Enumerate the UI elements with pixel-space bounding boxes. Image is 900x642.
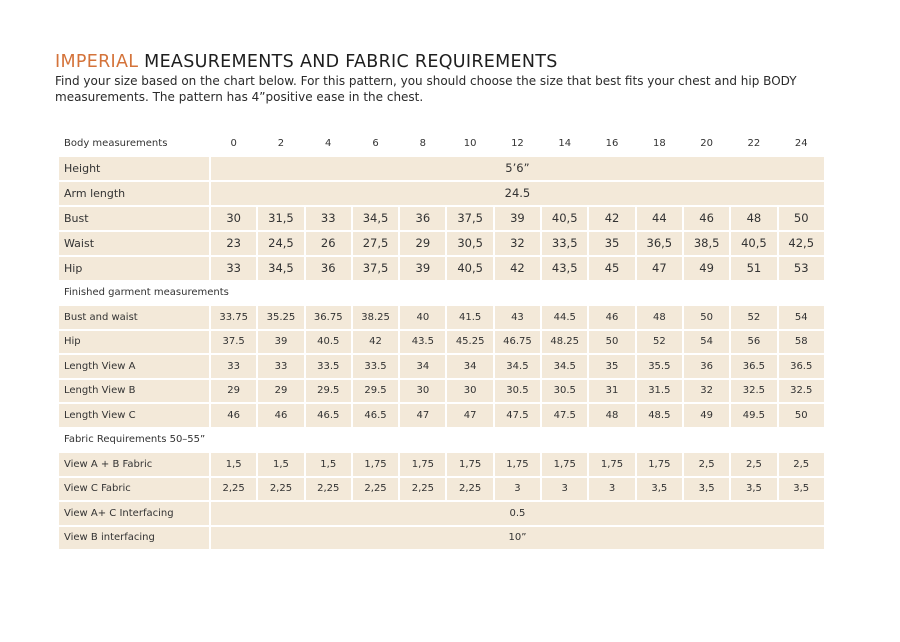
table-cell: 3 [542, 478, 587, 501]
table-row [59, 502, 824, 525]
table-cell: 30 [400, 380, 445, 403]
size-header: 0 [230, 137, 237, 149]
table-cell: 42 [589, 207, 634, 230]
table-cell: 44.5 [542, 306, 587, 329]
table-cell: 29.5 [306, 380, 351, 403]
size-header: 20 [700, 137, 713, 149]
section-title-row [59, 282, 824, 305]
table-cell: 23 [211, 232, 256, 255]
table-cell: 50 [684, 306, 729, 329]
header-row [59, 132, 824, 155]
table-cell: 46 [684, 207, 729, 230]
table-cell: 34,5 [258, 257, 303, 280]
table-cell: 38.25 [353, 306, 398, 329]
table-cell: 53 [779, 257, 824, 280]
row-label: Bust [59, 207, 209, 230]
row-label: Length View C [59, 404, 209, 427]
row-label: Length View A [59, 355, 209, 378]
table-cell: 47.5 [495, 404, 540, 427]
table-cell: 39 [495, 207, 540, 230]
page-title [55, 52, 558, 72]
table-cell: 2,5 [779, 453, 824, 476]
table-cell: 43.5 [400, 331, 445, 354]
title-rest: MEASUREMENTS AND FABRIC REQUIREMENTS [138, 52, 558, 72]
row-label: Height [59, 157, 209, 180]
table-cell: 29 [258, 380, 303, 403]
table-cell: 3 [589, 478, 634, 501]
table-cell: 26 [306, 232, 351, 255]
table-cell: 30.5 [542, 380, 587, 403]
table-cell: 33 [211, 257, 256, 280]
table-cell: 54 [779, 306, 824, 329]
table-cell: 32.5 [779, 380, 824, 403]
table-cell: 49.5 [731, 404, 776, 427]
size-header: 2 [277, 137, 285, 149]
table-cell: 48 [731, 207, 776, 230]
table-cell: 2,25 [306, 478, 351, 501]
table-row [59, 232, 824, 255]
table-cell: 34 [447, 355, 492, 378]
table-cell: 34.5 [495, 355, 540, 378]
table-cell: 1,5 [258, 453, 303, 476]
table-cell: 2,25 [258, 478, 303, 501]
size-header: 18 [652, 137, 666, 149]
table-cell: 31 [589, 380, 634, 403]
spanning-value: 10” [211, 527, 824, 550]
table-cell: 38,5 [684, 232, 729, 255]
table-cell: 36,5 [637, 232, 682, 255]
table-row [59, 404, 824, 427]
table-cell: 33.75 [211, 306, 256, 329]
table-cell: 45 [589, 257, 634, 280]
row-label: Length View B [59, 380, 209, 403]
table-cell: 40.5 [306, 331, 351, 354]
row-label: View B interfacing [59, 527, 209, 550]
table-cell: 46.5 [353, 404, 398, 427]
table-cell: 1,75 [589, 453, 634, 476]
table-cell: 43,5 [542, 257, 587, 280]
intro-text: Find your size based on the chart below. For this pattern, you should choose the size that best fits your chest and hip BODY measurements. The pattern has 4”positive ease in the chest. [55, 74, 797, 104]
table-cell: 42 [495, 257, 540, 280]
table-cell: 56 [731, 331, 776, 354]
table-cell: 47 [400, 404, 445, 427]
size-chart-body [59, 132, 824, 549]
table-cell: 50 [779, 207, 824, 230]
table-cell: 1,5 [211, 453, 256, 476]
table-cell: 52 [731, 306, 776, 329]
table-cell: 3,5 [731, 478, 776, 501]
table-row [59, 157, 824, 180]
table-row [59, 207, 824, 230]
table-cell: 40,5 [731, 232, 776, 255]
table-cell: 40,5 [542, 207, 587, 230]
table-cell: 30,5 [447, 232, 492, 255]
table-cell: 32.5 [731, 380, 776, 403]
table-cell: 31.5 [637, 380, 682, 403]
table-row [59, 527, 824, 550]
table-cell: 1,75 [400, 453, 445, 476]
section-title-row [59, 429, 824, 452]
table-cell: 44 [637, 207, 682, 230]
table-cell: 35.5 [637, 355, 682, 378]
size-header: 14 [558, 137, 572, 149]
row-label: Hip [59, 331, 209, 354]
table-row [59, 182, 824, 205]
table-cell: 48.25 [542, 331, 587, 354]
row-label: Hip [59, 257, 209, 280]
table-cell: 2,5 [731, 453, 776, 476]
table-cell: 36 [684, 355, 729, 378]
table-cell: 46.75 [495, 331, 540, 354]
table-cell: 1,75 [542, 453, 587, 476]
table-cell: 40 [400, 306, 445, 329]
header-label: Body measurements [64, 137, 168, 149]
table-cell: 33 [306, 207, 351, 230]
table-cell: 3,5 [684, 478, 729, 501]
table-cell: 3 [495, 478, 540, 501]
table-cell: 48 [589, 404, 634, 427]
row-label: Arm length [59, 182, 209, 205]
table-cell: 30 [447, 380, 492, 403]
table-cell: 3,5 [779, 478, 824, 501]
size-header: 22 [747, 137, 761, 149]
table-cell: 33,5 [542, 232, 587, 255]
size-header: 16 [605, 137, 619, 149]
table-cell: 34.5 [542, 355, 587, 378]
table-cell: 33.5 [306, 355, 351, 378]
table-cell: 41.5 [447, 306, 492, 329]
size-header: 4 [325, 137, 332, 149]
table-cell: 2,25 [447, 478, 492, 501]
table-cell: 46 [211, 404, 256, 427]
table-cell: 29 [400, 232, 445, 255]
table-cell: 40,5 [447, 257, 492, 280]
table-cell: 36 [306, 257, 351, 280]
size-header: 8 [419, 137, 427, 149]
table-cell: 47 [637, 257, 682, 280]
section-title: Fabric Requirements 50–55” [64, 434, 206, 446]
table-row [59, 380, 824, 403]
table-cell: 36.5 [731, 355, 776, 378]
table-cell: 30.5 [495, 380, 540, 403]
size-header: 24 [794, 137, 808, 149]
table-cell: 48 [637, 306, 682, 329]
table-cell: 47 [447, 404, 492, 427]
table-cell: 30 [211, 207, 256, 230]
table-cell: 52 [637, 331, 682, 354]
table-cell: 49 [684, 257, 729, 280]
table-cell: 31,5 [258, 207, 303, 230]
spanning-value: 0.5 [211, 502, 824, 525]
table-cell: 50 [589, 331, 634, 354]
table-cell: 51 [731, 257, 776, 280]
table-cell: 33 [211, 355, 256, 378]
table-cell: 1,75 [637, 453, 682, 476]
table-row [59, 257, 824, 280]
size-chart-table [57, 130, 826, 551]
table-row [59, 453, 824, 476]
table-cell: 37,5 [447, 207, 492, 230]
table-cell: 47.5 [542, 404, 587, 427]
table-cell: 54 [684, 331, 729, 354]
table-cell: 32 [684, 380, 729, 403]
table-cell: 2,5 [684, 453, 729, 476]
table-cell: 27,5 [353, 232, 398, 255]
table-cell: 35 [589, 232, 634, 255]
table-cell: 46 [258, 404, 303, 427]
table-cell: 2,25 [353, 478, 398, 501]
table-row [59, 306, 824, 329]
table-cell: 46.5 [306, 404, 351, 427]
row-label: View A + B Fabric [59, 453, 209, 476]
table-cell: 33.5 [353, 355, 398, 378]
spanning-value: 24.5 [211, 182, 824, 205]
row-label: Waist [59, 232, 209, 255]
row-label: View C Fabric [59, 478, 209, 501]
size-header: 6 [372, 137, 379, 149]
table-cell: 1,75 [447, 453, 492, 476]
table-cell: 2,25 [400, 478, 445, 501]
table-cell: 36.5 [779, 355, 824, 378]
table-cell: 45.25 [447, 331, 492, 354]
table-cell: 2,25 [211, 478, 256, 501]
table-cell: 37.5 [211, 331, 256, 354]
table-cell: 35 [589, 355, 634, 378]
table-cell: 39 [400, 257, 445, 280]
table-cell: 37,5 [353, 257, 398, 280]
table-cell: 29.5 [353, 380, 398, 403]
table-cell: 34,5 [353, 207, 398, 230]
table-cell: 42 [353, 331, 398, 354]
row-label: View A+ C Interfacing [59, 502, 209, 525]
table-cell: 43 [495, 306, 540, 329]
table-cell: 1,75 [495, 453, 540, 476]
table-cell: 32 [495, 232, 540, 255]
table-cell: 48.5 [637, 404, 682, 427]
table-cell: 42,5 [779, 232, 824, 255]
row-label: Bust and waist [59, 306, 209, 329]
table-cell: 3,5 [637, 478, 682, 501]
table-cell: 33 [258, 355, 303, 378]
table-cell: 24,5 [258, 232, 303, 255]
title-accent: IMPERIAL [55, 52, 139, 72]
table-cell: 29 [211, 380, 256, 403]
size-header: 10 [463, 137, 477, 149]
table-cell: 36.75 [306, 306, 351, 329]
section-title: Finished garment measurements [64, 287, 229, 299]
table-row [59, 331, 824, 354]
table-cell: 36 [400, 207, 445, 230]
table-cell: 46 [589, 306, 634, 329]
table-cell: 34 [400, 355, 445, 378]
size-header: 12 [511, 137, 524, 149]
table-cell: 1,5 [306, 453, 351, 476]
spanning-value: 5’6” [211, 157, 824, 180]
table-cell: 49 [684, 404, 729, 427]
table-cell: 58 [779, 331, 824, 354]
table-row [59, 478, 824, 501]
table-row [59, 355, 824, 378]
table-cell: 1,75 [353, 453, 398, 476]
table-cell: 35.25 [258, 306, 303, 329]
table-cell: 39 [258, 331, 303, 354]
table-cell: 50 [779, 404, 824, 427]
